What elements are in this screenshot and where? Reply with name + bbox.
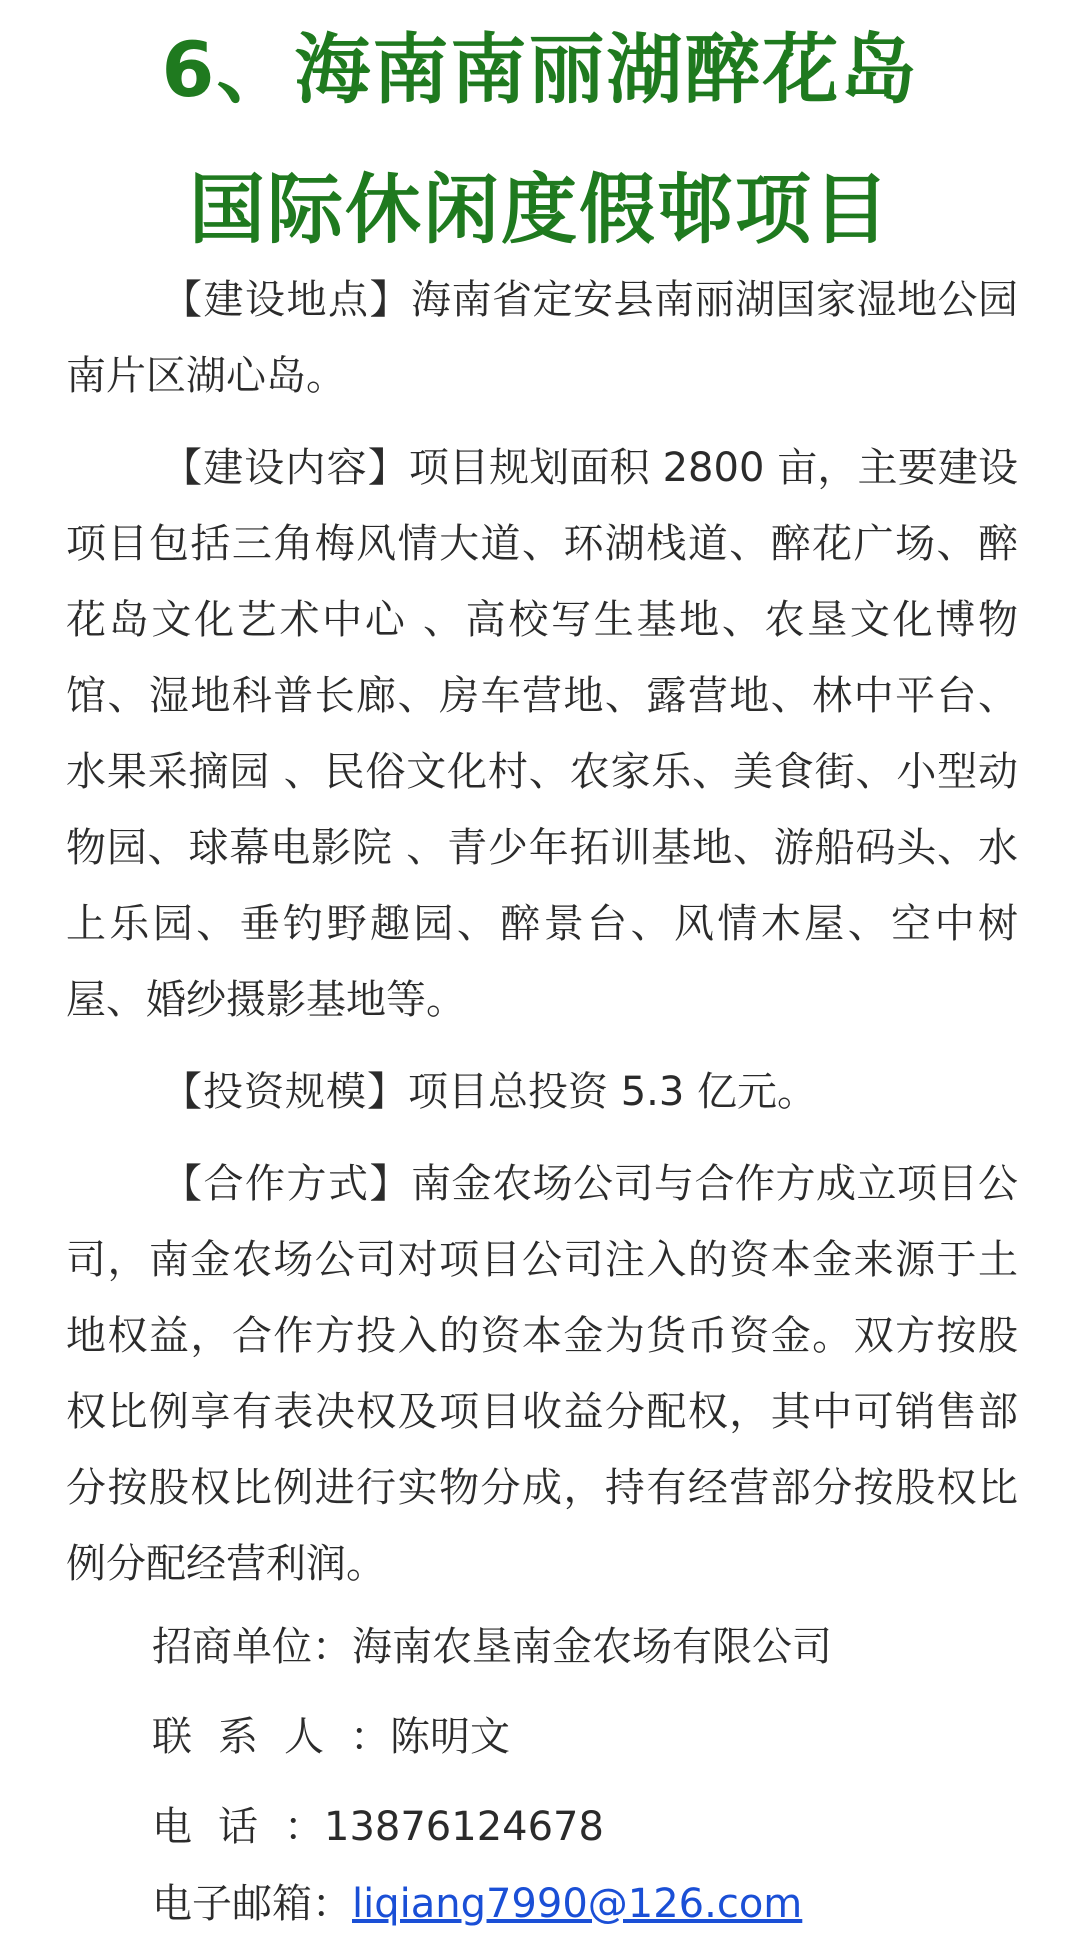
section-tag: 【合作方式】 xyxy=(162,1161,411,1207)
contact-unit-label: 招商单位： xyxy=(152,1624,352,1670)
section-text: 项目规划面积 2800 亩，主要建设项目包括三角梅风情大道、环湖栈道、醉花广场、醉花岛文化艺术中心 、高校写生基地、农垦文化博物馆、湿地科普长廊、房车营地、露营地、林中平台、水果采摘园 、民俗文化村、农家乐、美食街、小型动物园、球幕电影院 、青少年拓训基地、游船码头、水上乐园、垂钓野趣园、醉景台、风情木屋、空中树屋、婚纱摄影基地等。 xyxy=(66,445,1018,1023)
contact-phone-colon: ： xyxy=(284,1804,324,1850)
title-line-1: 6、海南南丽湖醉花岛 xyxy=(161,25,919,114)
contact-phone xyxy=(152,1782,1032,1872)
section-tag: 【建设地点】 xyxy=(162,277,411,323)
contact-person xyxy=(152,1692,1032,1782)
project-description xyxy=(66,262,1018,1618)
contact-email-label: 电子邮箱： xyxy=(152,1881,352,1927)
section-investment xyxy=(66,1054,1018,1130)
section-location xyxy=(66,262,1018,414)
contact-unit-value: 海南农垦南金农场有限公司 xyxy=(352,1624,832,1670)
contact-person-label: 联系人 xyxy=(152,1714,350,1760)
contact-person-value: 陈明文 xyxy=(390,1714,510,1760)
section-text: 海南省定安县南丽湖国家湿地公园南片区湖心岛。 xyxy=(66,277,1018,399)
contact-info xyxy=(152,1602,1032,1936)
section-tag: 【投资规模】 xyxy=(162,1069,408,1115)
email-link[interactable]: liqiang7990@126.com xyxy=(352,1881,803,1927)
contact-phone-value: 13876124678 xyxy=(324,1804,604,1850)
contact-email xyxy=(152,1872,1032,1936)
section-tag: 【建设内容】 xyxy=(162,445,409,491)
contact-unit xyxy=(152,1602,1032,1692)
contact-person-colon: ： xyxy=(350,1714,390,1760)
section-cooperation xyxy=(66,1146,1018,1602)
section-text: 项目总投资 5.3 亿元。 xyxy=(408,1069,818,1115)
title-line-2: 国际休闲度假邨项目 xyxy=(189,165,891,254)
contact-phone-label: 电话 xyxy=(152,1804,284,1850)
section-content xyxy=(66,430,1018,1038)
section-text: 南金农场公司与合作方成立项目公司，南金农场公司对项目公司注入的资本金来源于土地权益，合作方投入的资本金为货币资金。双方按股权比例享有表决权及项目收益分配权，其中可销售部分按股权比例进行实物分成，持有经营部分按股权比例分配经营利润。 xyxy=(66,1161,1018,1587)
